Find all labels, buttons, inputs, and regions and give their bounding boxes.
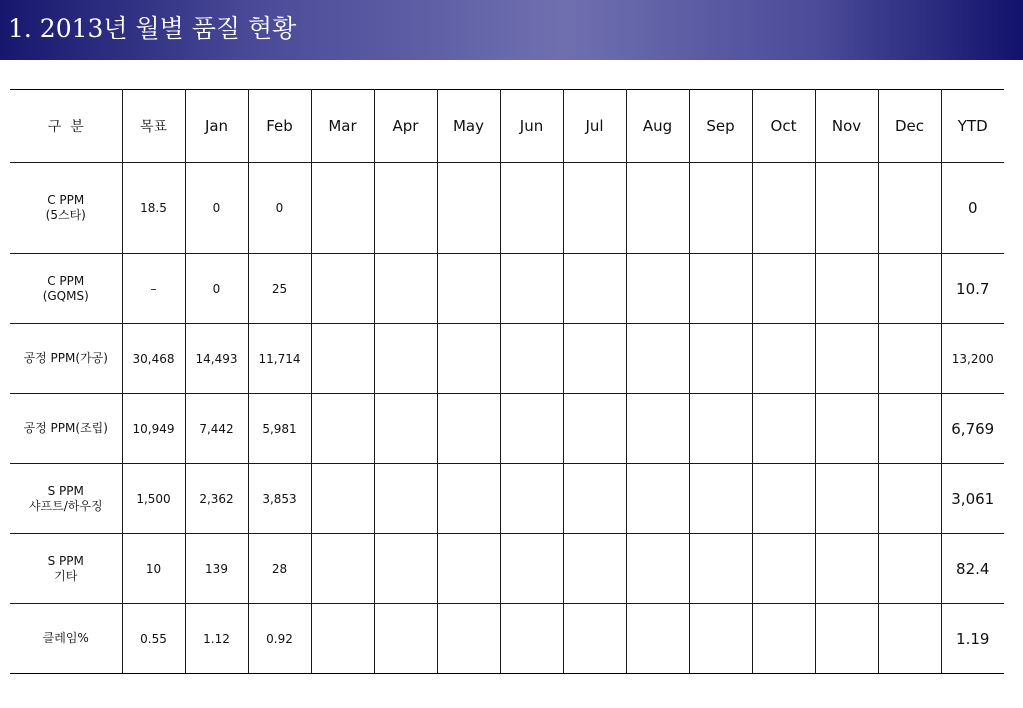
cell-mar xyxy=(311,464,374,534)
cell-dec xyxy=(878,534,941,604)
cell-aug xyxy=(626,394,689,464)
cell-target: 10 xyxy=(122,534,185,604)
cell-apr xyxy=(374,604,437,674)
cell-dec xyxy=(878,464,941,534)
cell-mar xyxy=(311,604,374,674)
row-label-line1: 공정 PPM(가공) xyxy=(23,351,108,365)
cell-jul xyxy=(563,254,626,324)
cell-oct xyxy=(752,394,815,464)
cell-aug xyxy=(626,254,689,324)
cell-sep xyxy=(689,604,752,674)
cell-jul xyxy=(563,534,626,604)
cell-jun xyxy=(500,464,563,534)
cell-ytd: 13,200 xyxy=(941,324,1004,394)
cell-may xyxy=(437,394,500,464)
header-jul: Jul xyxy=(563,90,626,163)
cell-jun xyxy=(500,324,563,394)
cell-aug xyxy=(626,163,689,254)
cell-jan: 14,493 xyxy=(185,324,248,394)
cell-sep xyxy=(689,534,752,604)
table-header-row xyxy=(10,90,1004,163)
cell-jun xyxy=(500,534,563,604)
cell-oct xyxy=(752,534,815,604)
cell-nov xyxy=(815,163,878,254)
cell-jul xyxy=(563,163,626,254)
cell-dec xyxy=(878,163,941,254)
cell-sep xyxy=(689,163,752,254)
cell-dec xyxy=(878,604,941,674)
table-row xyxy=(10,394,1004,464)
cell-oct xyxy=(752,604,815,674)
cell-dec xyxy=(878,324,941,394)
cell-mar xyxy=(311,324,374,394)
cell-apr xyxy=(374,464,437,534)
cell-jun xyxy=(500,254,563,324)
row-label-line1: S PPM xyxy=(47,553,84,568)
cell-feb: 3,853 xyxy=(248,464,311,534)
cell-nov xyxy=(815,254,878,324)
cell-ytd: 10.7 xyxy=(941,254,1004,324)
row-label xyxy=(10,163,122,254)
cell-feb: 0.92 xyxy=(248,604,311,674)
cell-dec xyxy=(878,254,941,324)
cell-jan: 0 xyxy=(185,254,248,324)
cell-sep xyxy=(689,324,752,394)
row-label-line1: C PPM xyxy=(47,273,85,288)
quality-status-table xyxy=(10,89,1004,674)
header-dec: Dec xyxy=(878,90,941,163)
header-aug: Aug xyxy=(626,90,689,163)
cell-sep xyxy=(689,464,752,534)
header-target: 목표 xyxy=(122,90,185,163)
row-label-line1: C PPM xyxy=(47,193,85,207)
header-nov: Nov xyxy=(815,90,878,163)
table-row xyxy=(10,464,1004,534)
cell-jul xyxy=(563,604,626,674)
cell-apr xyxy=(374,534,437,604)
cell-nov xyxy=(815,324,878,394)
cell-nov xyxy=(815,464,878,534)
cell-jul xyxy=(563,324,626,394)
table-row xyxy=(10,324,1004,394)
row-label-line1: 클레임% xyxy=(42,631,89,645)
header-mar: Mar xyxy=(311,90,374,163)
cell-jan: 139 xyxy=(185,534,248,604)
cell-feb: 0 xyxy=(248,163,311,254)
table-row xyxy=(10,254,1004,324)
cell-nov xyxy=(815,394,878,464)
cell-nov xyxy=(815,534,878,604)
cell-jan: 2,362 xyxy=(185,464,248,534)
row-label-line2: (5스타) xyxy=(45,208,86,222)
header-oct: Oct xyxy=(752,90,815,163)
cell-dec xyxy=(878,394,941,464)
cell-aug xyxy=(626,464,689,534)
row-label xyxy=(10,464,122,534)
cell-may xyxy=(437,534,500,604)
cell-ytd: 6,769 xyxy=(941,394,1004,464)
table-row xyxy=(10,534,1004,604)
cell-target: 10,949 xyxy=(122,394,185,464)
row-label-line2: 샤프트/하우징 xyxy=(28,498,103,513)
cell-apr xyxy=(374,394,437,464)
cell-ytd: 3,061 xyxy=(941,464,1004,534)
cell-oct xyxy=(752,324,815,394)
cell-aug xyxy=(626,534,689,604)
cell-may xyxy=(437,254,500,324)
cell-ytd: 0 xyxy=(941,163,1004,254)
cell-jul xyxy=(563,464,626,534)
cell-apr xyxy=(374,324,437,394)
cell-jun xyxy=(500,394,563,464)
cell-mar xyxy=(311,534,374,604)
row-label xyxy=(10,394,122,464)
cell-mar xyxy=(311,394,374,464)
cell-sep xyxy=(689,394,752,464)
header-may: May xyxy=(437,90,500,163)
cell-apr xyxy=(374,254,437,324)
cell-nov xyxy=(815,604,878,674)
cell-may xyxy=(437,163,500,254)
cell-feb: 28 xyxy=(248,534,311,604)
cell-jun xyxy=(500,163,563,254)
cell-ytd: 1.19 xyxy=(941,604,1004,674)
cell-aug xyxy=(626,324,689,394)
cell-jan: 7,442 xyxy=(185,394,248,464)
table-row xyxy=(10,604,1004,674)
cell-sep xyxy=(689,254,752,324)
header-category: 구 분 xyxy=(10,90,122,163)
cell-may xyxy=(437,324,500,394)
cell-jun xyxy=(500,604,563,674)
header-jun: Jun xyxy=(500,90,563,163)
cell-feb: 25 xyxy=(248,254,311,324)
cell-may xyxy=(437,604,500,674)
table-row xyxy=(10,163,1004,254)
cell-oct xyxy=(752,464,815,534)
row-label-line2: 기타 xyxy=(54,568,78,583)
cell-target: 18.5 xyxy=(122,163,185,254)
cell-oct xyxy=(752,254,815,324)
header-jan: Jan xyxy=(185,90,248,163)
header-sep: Sep xyxy=(689,90,752,163)
cell-target: 30,468 xyxy=(122,324,185,394)
cell-jan: 0 xyxy=(185,163,248,254)
cell-feb: 5,981 xyxy=(248,394,311,464)
row-label xyxy=(10,534,122,604)
cell-aug xyxy=(626,604,689,674)
row-label-line1: S PPM xyxy=(47,483,84,498)
row-label xyxy=(10,254,122,324)
cell-target: 0.55 xyxy=(122,604,185,674)
header-feb: Feb xyxy=(248,90,311,163)
cell-ytd: 82.4 xyxy=(941,534,1004,604)
title-banner xyxy=(0,0,1023,60)
cell-may xyxy=(437,464,500,534)
cell-apr xyxy=(374,163,437,254)
header-ytd: YTD xyxy=(941,90,1004,163)
cell-jan: 1.12 xyxy=(185,604,248,674)
row-label xyxy=(10,604,122,674)
row-label-line2: (GQMS) xyxy=(42,288,89,303)
cell-mar xyxy=(311,163,374,254)
cell-oct xyxy=(752,163,815,254)
row-label xyxy=(10,324,122,394)
cell-jul xyxy=(563,394,626,464)
cell-feb: 11,714 xyxy=(248,324,311,394)
slide-title: 1. 2013년 월별 품질 현황 xyxy=(8,14,297,43)
row-label-line1: 공정 PPM(조립) xyxy=(23,421,108,435)
cell-target: 1,500 xyxy=(122,464,185,534)
cell-mar xyxy=(311,254,374,324)
header-apr: Apr xyxy=(374,90,437,163)
cell-target: – xyxy=(122,254,185,324)
